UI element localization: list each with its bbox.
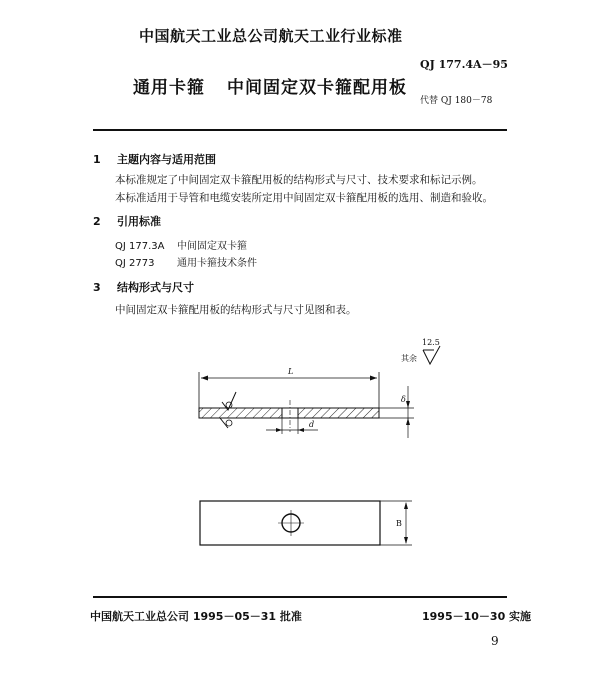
replaces-standard: 代替 QJ 180－78 <box>420 96 493 106</box>
surface-roughness-symbol <box>401 338 440 364</box>
section-3-paragraph-1: 中间固定双卡箍配用板的结构形式与尺寸见图和表。 <box>115 304 357 316</box>
surface-mark-icon <box>220 418 228 428</box>
effective-date: 1995－10－30 实施 <box>422 610 532 623</box>
reference-title: 通用卡箍技术条件 <box>177 258 257 269</box>
approval-date: 中国航天工业总公司 1995－05－31 批准 <box>90 610 302 623</box>
section-1-paragraph-1: 本标准规定了中间固定双卡箍配用板的结构形式与尺寸、技术要求和标记示例。 <box>115 174 483 186</box>
hole-label: d <box>309 420 315 429</box>
length-dimension <box>199 367 379 408</box>
roughness-value: 12.5 <box>422 338 440 347</box>
footer-rule <box>93 596 507 598</box>
title-part-1: 通用卡箍 <box>133 78 205 98</box>
roughness-label: 其余 <box>401 354 417 363</box>
section-3-title: 结构形式与尺寸 <box>117 281 194 294</box>
thickness-dimension <box>379 386 414 438</box>
section-2-number: 2 <box>93 215 101 228</box>
standard-number: QJ 177.4A－95 <box>420 58 508 71</box>
surface-mark-circle <box>226 420 232 426</box>
length-label: L <box>288 367 294 376</box>
hole-dimension <box>266 418 318 434</box>
width-dimension <box>380 501 412 545</box>
page-number: 9 <box>491 634 499 648</box>
title-part-2: 中间固定双卡箍配用板 <box>227 78 407 98</box>
section-1-number: 1 <box>93 153 101 166</box>
roughness-check-icon <box>423 346 440 364</box>
reference-code: QJ 177.3A <box>115 241 165 252</box>
reference-code: QJ 2773 <box>115 258 155 269</box>
width-label: B <box>396 519 402 528</box>
reference-title: 中间固定双卡箍 <box>177 241 247 252</box>
section-1-title: 主题内容与适用范围 <box>117 153 216 166</box>
thickness-label: δ <box>401 395 406 404</box>
top-view-plate <box>200 501 380 545</box>
section-1-paragraph-2: 本标准适用于导管和电缆安装所定用中间固定双卡箍配用板的选用、制造和验收。 <box>115 192 493 204</box>
section-3-number: 3 <box>93 281 101 294</box>
surface-mark-icon <box>222 392 236 410</box>
section-2-title: 引用标准 <box>117 215 161 228</box>
issuing-organization: 中国航天工业总公司航天工业行业标准 <box>139 27 403 45</box>
